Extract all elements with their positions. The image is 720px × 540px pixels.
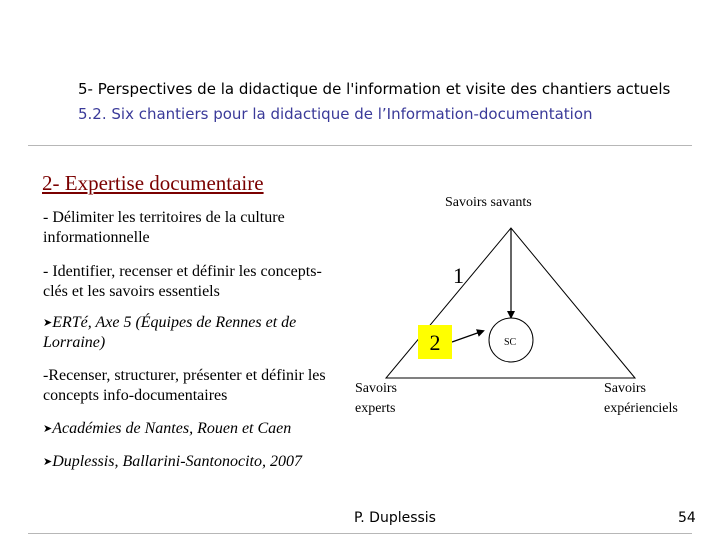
footer-author: P. Duplessis (354, 510, 436, 526)
page-number: 54 (678, 510, 696, 526)
arrow-bullet-icon: ➤ (43, 423, 53, 435)
marker-1: 1 (453, 263, 464, 288)
label-savoirs-savants: Savoirs savants (445, 195, 532, 210)
label-sc: SC (504, 337, 517, 348)
reference-erte-text: ERTé, Axe 5 (Équipes de Rennes et de Lorraine) (43, 314, 297, 351)
reference-duplessis-text: Duplessis, Ballarini-Santonocito, 2007 (52, 453, 302, 470)
section-title: 2- Expertise documentaire (42, 171, 264, 195)
paragraph-identifier: - Identifier, recenser et définir les concepts-clés et les savoirs essentiels (43, 263, 322, 300)
header-line-2: 5.2. Six chantiers pour la didactique de l’Information-documentation (78, 105, 593, 123)
paragraph-delimiter: - Délimiter les territoires de la culture informationnelle (43, 209, 285, 246)
arrow-bullet-icon: ➤ (43, 456, 53, 468)
marker-2: 2 (418, 325, 452, 359)
header-line-1: 5- Perspectives de la didactique de l'information et visite des chantiers actuels (78, 80, 671, 98)
arrow-bullet-icon: ➤ (43, 317, 53, 329)
label-savoirs-experts: Savoirs experts (355, 381, 397, 416)
bottom-divider (28, 533, 692, 534)
reference-academies-text: Académies de Nantes, Rouen et Caen (52, 420, 292, 437)
label-savoirs-experientiels: Savoirs expérienciels (604, 381, 678, 416)
paragraph-recenser: -Recenser, structurer, présenter et définir les concepts info-documentaires (43, 367, 326, 404)
